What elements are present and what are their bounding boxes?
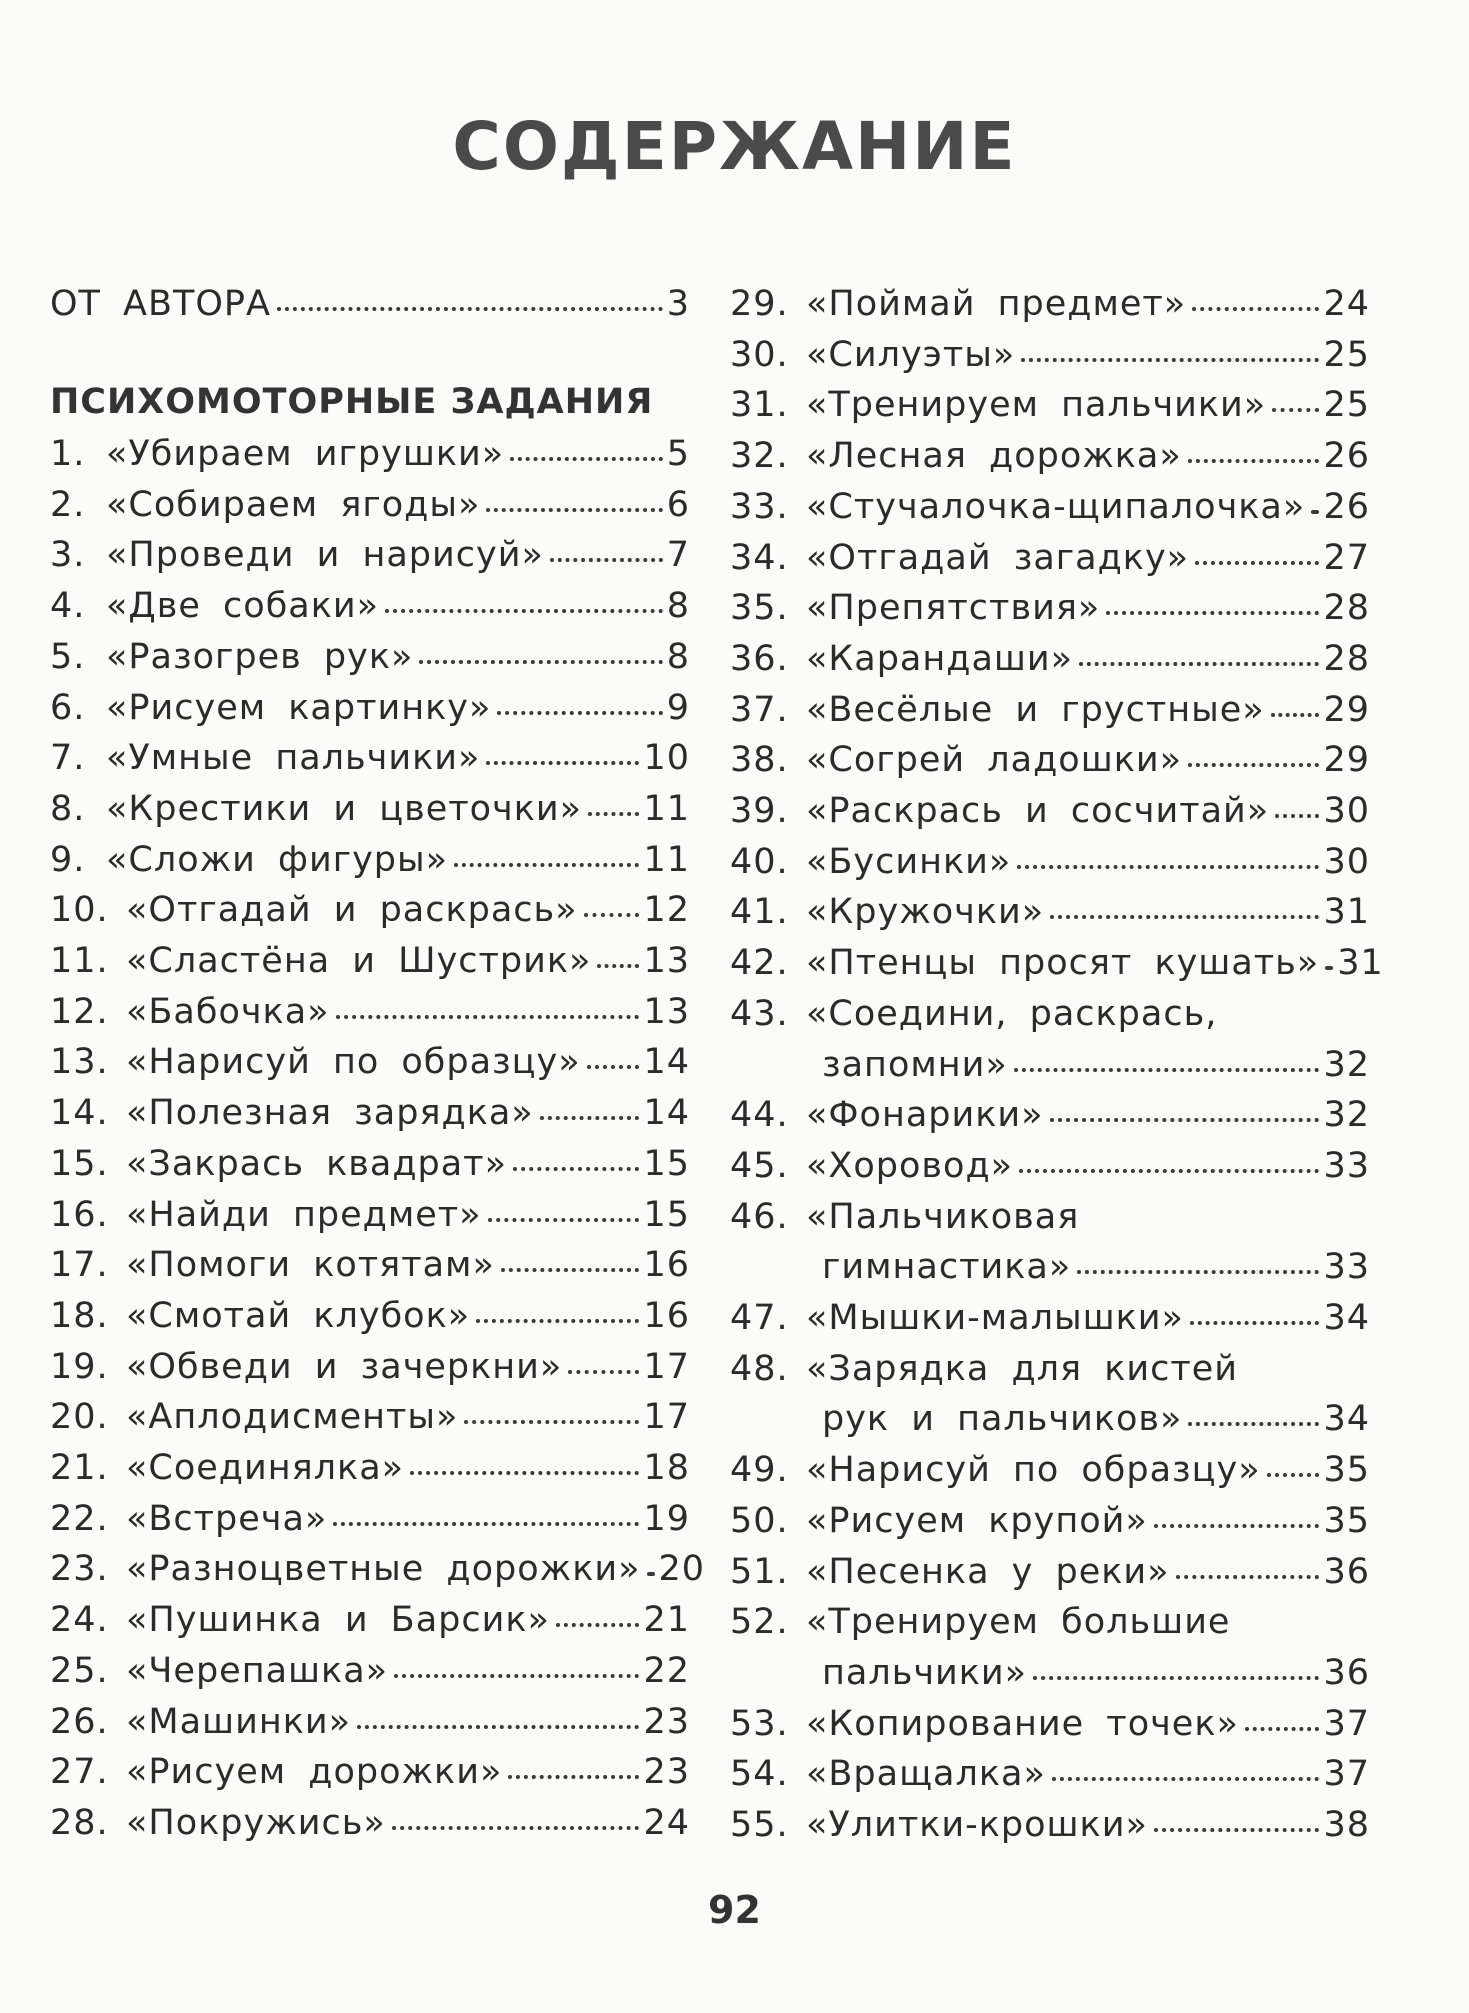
toc-entry-page: 14 (643, 1042, 690, 1083)
toc-entry-page: 38 (1323, 1805, 1370, 1845)
dot-leader (1195, 561, 1319, 565)
toc-entry[interactable] (50, 986, 690, 1038)
toc-entry-number: 27. (50, 1752, 109, 1793)
toc-entry-page: 24 (643, 1802, 690, 1843)
dot-leader (486, 761, 639, 765)
toc-entry-page: 15 (643, 1143, 690, 1184)
dot-leader (1192, 307, 1319, 311)
toc-entry-page: 27 (1323, 537, 1370, 578)
toc-entry-number: 17. (50, 1245, 109, 1286)
toc-entry-number: 2. (50, 484, 86, 525)
toc-entry[interactable] (50, 1746, 690, 1798)
dot-leader (556, 1623, 640, 1627)
toc-entry-title: ОТ АВТОРА (50, 284, 271, 324)
toc-entry[interactable] (730, 1089, 1370, 1141)
toc-entry-page: 22 (643, 1650, 690, 1691)
toc-entry-number: 32. (730, 436, 789, 477)
toc-entry-page: 13 (643, 991, 690, 1032)
toc-entry-number: 39. (730, 791, 789, 831)
toc-entry-page: 23 (643, 1701, 690, 1742)
toc-entry-page: 11 (643, 839, 690, 880)
toc-entry[interactable] (50, 834, 690, 886)
toc-entry-number: 5. (50, 636, 86, 677)
toc-entry-page: 21 (643, 1600, 690, 1641)
dot-leader (1077, 1270, 1319, 1274)
dot-leader (1017, 865, 1319, 869)
dot-leader (476, 1319, 639, 1323)
toc-entry-page: 24 (1323, 284, 1370, 324)
toc-entry-number: 47. (730, 1298, 789, 1338)
toc-entry-number: 52. (730, 1602, 789, 1643)
toc-entry-page: 15 (643, 1194, 690, 1235)
dot-leader (1188, 763, 1319, 767)
dot-leader (1275, 814, 1319, 818)
toc-entry-number: 34. (730, 537, 789, 578)
dot-leader (513, 1167, 639, 1171)
toc-entry[interactable] (730, 329, 1370, 381)
toc-entry-title: «Собираем ягоды» (106, 484, 481, 525)
toc-entry-page: 12 (643, 890, 690, 931)
toc-entry-title: «Встреча» (126, 1498, 328, 1539)
toc-entry-number: 21. (50, 1448, 109, 1488)
toc-entry-number: 44. (730, 1095, 789, 1136)
toc-entry-title: «Сложи фигуры» (106, 839, 449, 880)
toc-entry-number: 10. (50, 890, 109, 931)
toc-entry-number: 53. (730, 1703, 789, 1744)
toc-entry-title: «Рисуем картинку» (106, 687, 492, 728)
dot-leader (1106, 611, 1319, 615)
toc-entry-number: 22. (50, 1498, 109, 1539)
toc-entry-title: «Отгадай загадку» (806, 537, 1190, 578)
toc-entry[interactable] (730, 937, 1384, 989)
toc-entry-page: 28 (1323, 588, 1370, 629)
toc-entry-page: 33 (1323, 1247, 1370, 1288)
dot-leader (385, 609, 663, 613)
toc-entry-title: «Аплодисменты» (126, 1397, 459, 1438)
toc-entry-page: 20 (658, 1549, 706, 1590)
toc-entry-number: 26. (50, 1701, 109, 1742)
toc-entry-number: 8. (50, 788, 86, 829)
toc-entry-title: «Силуэты» (806, 334, 1016, 375)
toc-entry-number: 31. (730, 385, 789, 426)
toc-entry-number: 6. (50, 687, 86, 728)
dot-leader (488, 1218, 640, 1222)
toc-entry-title: «Стучалочка-щипалочка» (806, 486, 1306, 527)
toc-entry[interactable] (50, 631, 690, 683)
toc-entry[interactable] (730, 430, 1370, 482)
toc-entry[interactable] (50, 732, 690, 784)
dot-leader (357, 1725, 639, 1729)
toc-entry-number: 45. (730, 1145, 789, 1186)
toc-entry-number: 30. (730, 334, 789, 375)
toc-entry-page: 8 (666, 636, 690, 677)
dot-leader (1271, 713, 1320, 717)
toc-entry[interactable] (730, 1292, 1370, 1344)
dot-leader (1050, 915, 1319, 919)
toc-entry-number: 19. (50, 1346, 109, 1387)
toc-entry-number: 37. (730, 689, 789, 730)
dot-leader (550, 558, 663, 562)
toc-entry[interactable] (730, 1191, 1370, 1243)
toc-entry-page: 11 (643, 788, 690, 829)
toc-entry-number: 14. (50, 1093, 109, 1134)
toc-entry-page: 30 (1323, 791, 1370, 831)
dot-leader (508, 1775, 639, 1779)
toc-entry-continuation[interactable] (730, 1393, 1370, 1445)
dot-leader (1079, 662, 1319, 666)
toc-entry-number: 35. (730, 588, 789, 629)
toc-entry-page: 37 (1323, 1754, 1370, 1795)
toc-entry-number: 20. (50, 1397, 109, 1438)
toc-entry[interactable] (50, 1594, 690, 1646)
toc-entry-number: 15. (50, 1143, 109, 1184)
toc-entry[interactable] (50, 580, 690, 632)
toc-entry-page: 29 (1323, 740, 1370, 781)
toc-entry-title: «Сластёна и Шустрик» (126, 941, 592, 981)
toc-entry-page: 17 (643, 1397, 690, 1438)
toc-entry-number: 1. (50, 434, 86, 474)
toc-entry[interactable] (730, 1596, 1370, 1648)
toc-entry-number: 43. (730, 993, 789, 1034)
dot-leader (419, 660, 662, 664)
toc-entry-title: «Вращалка» (806, 1754, 1046, 1795)
toc-entry[interactable] (50, 1442, 690, 1494)
toc-entry-title: «Песенка у реки» (806, 1551, 1170, 1592)
toc-entry-title: «Помоги котятам» (126, 1245, 495, 1286)
toc-entry-title: «Закрась квадрат» (126, 1143, 507, 1184)
section-heading: ПСИХОМОТОРНЫЕ ЗАДАНИЯ (50, 382, 654, 422)
toc-entry[interactable] (50, 1239, 690, 1291)
toc-entry-number: 29. (730, 284, 789, 324)
toc-entry-title: «Фонарики» (806, 1095, 1044, 1136)
toc-entry-title: «Машинки» (126, 1701, 352, 1742)
toc-entry[interactable] (50, 1645, 690, 1697)
toc-entry-number: 25. (50, 1650, 109, 1691)
toc-entry-number: 46. (730, 1196, 789, 1237)
dot-leader (1325, 966, 1333, 970)
toc-entry-number: 24. (50, 1600, 109, 1641)
toc-entry-title: «Тренируем большие (806, 1602, 1231, 1643)
toc-entry[interactable] (730, 684, 1370, 736)
dot-leader (464, 1420, 639, 1424)
toc-entry-title: «Соединялка» (126, 1448, 405, 1488)
toc-entry-title: «Хоровод» (806, 1145, 1014, 1186)
dot-leader (597, 964, 639, 968)
toc-entry-number: 28. (50, 1802, 109, 1843)
toc-entry[interactable] (730, 1495, 1370, 1547)
toc-entry[interactable] (50, 1696, 690, 1748)
toc-entry[interactable] (50, 1341, 690, 1393)
toc-entry[interactable] (50, 884, 690, 936)
toc-entry-page: 5 (666, 434, 690, 474)
toc-entry-number: 51. (730, 1551, 789, 1592)
dot-leader (1052, 1777, 1320, 1781)
toc-entry-intro[interactable] (50, 278, 690, 330)
toc-entry-page: 32 (1323, 1044, 1370, 1085)
toc-entry[interactable] (730, 582, 1370, 634)
toc-entry[interactable] (50, 1391, 690, 1443)
toc-entry-title: «Раскрась и сосчитай» (806, 791, 1270, 831)
toc-entry-title-continued: гимнастика» (822, 1247, 1072, 1288)
toc-entry-number: 48. (730, 1348, 789, 1389)
toc-entry-title: «Птенцы просят кушать» (806, 943, 1320, 984)
toc-entry[interactable] (730, 1546, 1370, 1598)
toc-entry-title: «Бусинки» (806, 841, 1012, 882)
dot-leader (1176, 1575, 1320, 1579)
toc-entry[interactable] (730, 988, 1370, 1040)
dot-leader (1019, 1169, 1319, 1173)
toc-entry-page: 3 (666, 284, 690, 324)
toc-entry[interactable] (730, 532, 1370, 584)
dot-leader (1154, 1524, 1320, 1528)
toc-entry-number: 16. (50, 1194, 109, 1235)
dot-leader (588, 812, 639, 816)
toc-entry[interactable] (730, 1799, 1370, 1851)
toc-entry[interactable] (50, 1189, 690, 1241)
toc-entry-title: «Бабочка» (126, 991, 330, 1032)
toc-entry[interactable] (730, 1140, 1370, 1192)
toc-entry-page: 18 (643, 1448, 690, 1488)
toc-entry[interactable] (50, 1087, 690, 1139)
toc-entry-title: «Нарисуй по образцу» (806, 1450, 1261, 1491)
dot-leader (336, 1015, 640, 1019)
toc-entry[interactable] (50, 783, 690, 835)
toc-entry-number: 18. (50, 1295, 109, 1336)
toc-entry-title: «Полезная зарядка» (126, 1093, 534, 1134)
toc-entry-title: «Поймай предмет» (806, 284, 1187, 324)
toc-entry[interactable] (730, 278, 1370, 330)
toc-entry-page: 34 (1323, 1399, 1370, 1440)
toc-entry-number: 3. (50, 535, 86, 576)
toc-entry-page: 17 (643, 1346, 690, 1387)
toc-entry-page: 6 (666, 484, 690, 525)
toc-entry-continuation[interactable] (730, 1647, 1370, 1699)
toc-entry-title: «Лесная дорожка» (806, 436, 1182, 477)
toc-entry-title: «Карандаши» (806, 638, 1074, 679)
dot-leader (277, 307, 663, 311)
dot-leader (1033, 1676, 1319, 1680)
toc-entry-number: 11. (50, 941, 109, 981)
toc-entry-page: 10 (643, 738, 690, 779)
toc-entry-page: 19 (643, 1498, 690, 1539)
dot-leader (1014, 1068, 1320, 1072)
toc-entry-page: 23 (643, 1752, 690, 1793)
toc-entry[interactable] (730, 481, 1370, 533)
toc-entry[interactable] (50, 935, 690, 987)
toc-entry[interactable] (730, 734, 1370, 786)
toc-entry-number: 49. (730, 1450, 789, 1491)
dot-leader (568, 1370, 639, 1374)
dot-leader (584, 913, 640, 917)
toc-entry-page: 14 (643, 1093, 690, 1134)
toc-entry-page: 7 (666, 535, 690, 576)
toc-entry-page: 25 (1323, 334, 1370, 375)
toc-entry[interactable] (50, 1138, 690, 1190)
toc-entry-title: «Убираем игрушки» (106, 434, 505, 474)
toc-entry-number: 33. (730, 486, 789, 527)
toc-entry-page: 16 (643, 1245, 690, 1286)
toc-entry-title: «Копирование точек» (806, 1703, 1239, 1744)
toc-entry-title: «Разогрев рук» (106, 636, 414, 677)
toc-entry-title: «Покружись» (126, 1802, 386, 1843)
toc-entry-number: 50. (730, 1500, 789, 1541)
dot-leader (1190, 1321, 1319, 1325)
toc-entry-title: «Черепашка» (126, 1650, 389, 1691)
dot-leader (486, 508, 662, 512)
toc-entry-number: 55. (730, 1805, 789, 1845)
toc-entry-number: 40. (730, 841, 789, 882)
toc-entry-title: «Найди предмет» (126, 1194, 482, 1235)
toc-entry-page: 13 (643, 941, 690, 981)
toc-entry[interactable] (730, 633, 1370, 685)
dot-leader (1188, 459, 1320, 463)
toc-entry-continuation[interactable] (730, 1241, 1370, 1293)
toc-entry-number: 9. (50, 839, 86, 880)
toc-entry-title: «Крестики и цветочки» (106, 788, 583, 829)
toc-entry[interactable] (730, 785, 1370, 837)
toc-entry-title: «Умные пальчики» (106, 738, 481, 779)
toc-entry-number: 4. (50, 586, 86, 627)
toc-entry[interactable] (50, 1493, 690, 1545)
toc-entry-title: «Кружочки» (806, 892, 1045, 933)
toc-entry-title: «Обведи и зачеркни» (126, 1346, 563, 1387)
toc-entry-title: «Проведи и нарисуй» (106, 535, 544, 576)
toc-entry-title-continued: запомни» (822, 1044, 1008, 1085)
dot-leader (647, 1572, 655, 1576)
dot-leader (1021, 358, 1319, 362)
page-title: СОДЕРЖАНИЕ (452, 108, 1017, 185)
toc-entry-number: 13. (50, 1042, 109, 1083)
toc-entry[interactable] (730, 1698, 1370, 1750)
toc-entry-title: «Две собаки» (106, 586, 380, 627)
toc-entry[interactable] (730, 379, 1370, 431)
toc-entry-title: «Зарядка для кистей (806, 1348, 1239, 1389)
dot-leader (587, 1065, 640, 1069)
dot-leader (410, 1471, 639, 1475)
toc-entry-title: «Рисуем крупой» (806, 1500, 1148, 1541)
dot-leader (454, 863, 639, 867)
toc-entry-page: 26 (1323, 436, 1370, 477)
toc-entry-page: 34 (1323, 1298, 1370, 1338)
toc-entry-page: 35 (1323, 1500, 1370, 1541)
toc-entry-number: 7. (50, 738, 86, 779)
dot-leader (1188, 1422, 1319, 1426)
page-number: 92 (708, 1888, 761, 1932)
toc-entry-title: «Отгадай и раскрась» (126, 890, 578, 931)
toc-entry-title: «Тренируем пальчики» (806, 385, 1267, 426)
toc-entry-page: 31 (1337, 943, 1384, 984)
dot-leader (1272, 408, 1319, 412)
toc-entry-title-continued: рук и пальчиков» (822, 1399, 1183, 1440)
dot-leader (394, 1674, 639, 1678)
toc-entry-page: 30 (1323, 841, 1370, 882)
toc-entry-number: 23. (50, 1549, 109, 1590)
toc-entry-title: «Пальчиковая (806, 1196, 1080, 1237)
toc-entry-number: 12. (50, 991, 109, 1032)
toc-entry-page: 37 (1323, 1703, 1370, 1744)
toc-entry[interactable] (50, 529, 690, 581)
toc-entry-title: «Смотай клубок» (126, 1295, 471, 1336)
toc-entry-title: «Согрей ладошки» (806, 740, 1183, 781)
dot-leader (510, 457, 663, 461)
toc-entry-page: 36 (1323, 1551, 1370, 1592)
toc-entry-number: 42. (730, 943, 789, 984)
toc-entry-number: 54. (730, 1754, 789, 1795)
toc-entry[interactable] (50, 428, 690, 480)
toc-entry-number: 41. (730, 892, 789, 933)
toc-entry[interactable] (50, 682, 690, 734)
dot-leader (1245, 1727, 1320, 1731)
toc-entry-page: 29 (1323, 689, 1370, 730)
toc-entry-title: «Нарисуй по образцу» (126, 1042, 581, 1083)
toc-entry-title: «Разноцветные дорожки» (126, 1549, 641, 1590)
dot-leader (1267, 1473, 1320, 1477)
toc-entry-page: 25 (1323, 385, 1370, 426)
dot-leader (1154, 1828, 1320, 1832)
toc-entry-title: «Пушинка и Барсик» (126, 1600, 550, 1641)
toc-entry[interactable] (50, 479, 690, 531)
toc-entry[interactable] (50, 1797, 690, 1849)
toc-entry[interactable] (730, 1444, 1370, 1496)
toc-entry-page: 16 (643, 1295, 690, 1336)
dot-leader (501, 1268, 640, 1272)
toc-entry[interactable] (730, 1343, 1370, 1395)
dot-leader (540, 1116, 640, 1120)
toc-entry-title: «Весёлые и грустные» (806, 689, 1265, 730)
dot-leader (333, 1522, 639, 1526)
dot-leader (392, 1826, 640, 1830)
toc-entry-number: 36. (730, 638, 789, 679)
toc-entry-page: 31 (1323, 892, 1370, 933)
toc-entry-number: 38. (730, 740, 789, 781)
toc-entry[interactable] (50, 1036, 690, 1088)
toc-entry-title: «Препятствия» (806, 588, 1101, 629)
toc-entry-page: 26 (1323, 486, 1370, 527)
toc-entry-page: 9 (666, 687, 690, 728)
toc-entry-page: 33 (1323, 1145, 1370, 1186)
toc-entry-page: 8 (666, 586, 690, 627)
dot-leader (497, 711, 662, 715)
toc-entry-page: 35 (1323, 1450, 1370, 1491)
dot-leader (1311, 510, 1319, 514)
toc-entry-title: «Соедини, раскрась, (806, 993, 1218, 1034)
toc-entry-page: 28 (1323, 638, 1370, 679)
toc-entry-title: «Рисуем дорожки» (126, 1752, 503, 1793)
toc-entry-page: 32 (1323, 1095, 1370, 1136)
toc-entry-page: 36 (1323, 1652, 1370, 1693)
toc-entry[interactable] (730, 836, 1370, 888)
toc-entry[interactable] (50, 1543, 706, 1595)
toc-entry[interactable] (730, 886, 1370, 938)
toc-entry[interactable] (50, 1290, 690, 1342)
toc-entry-title-continued: пальчики» (822, 1652, 1028, 1693)
toc-entry-continuation[interactable] (730, 1039, 1370, 1091)
toc-entry[interactable] (730, 1748, 1370, 1800)
dot-leader (1050, 1118, 1320, 1122)
toc-entry-title: «Улитки-крошки» (806, 1805, 1148, 1845)
toc-entry-title: «Мышки-малышки» (806, 1298, 1184, 1338)
